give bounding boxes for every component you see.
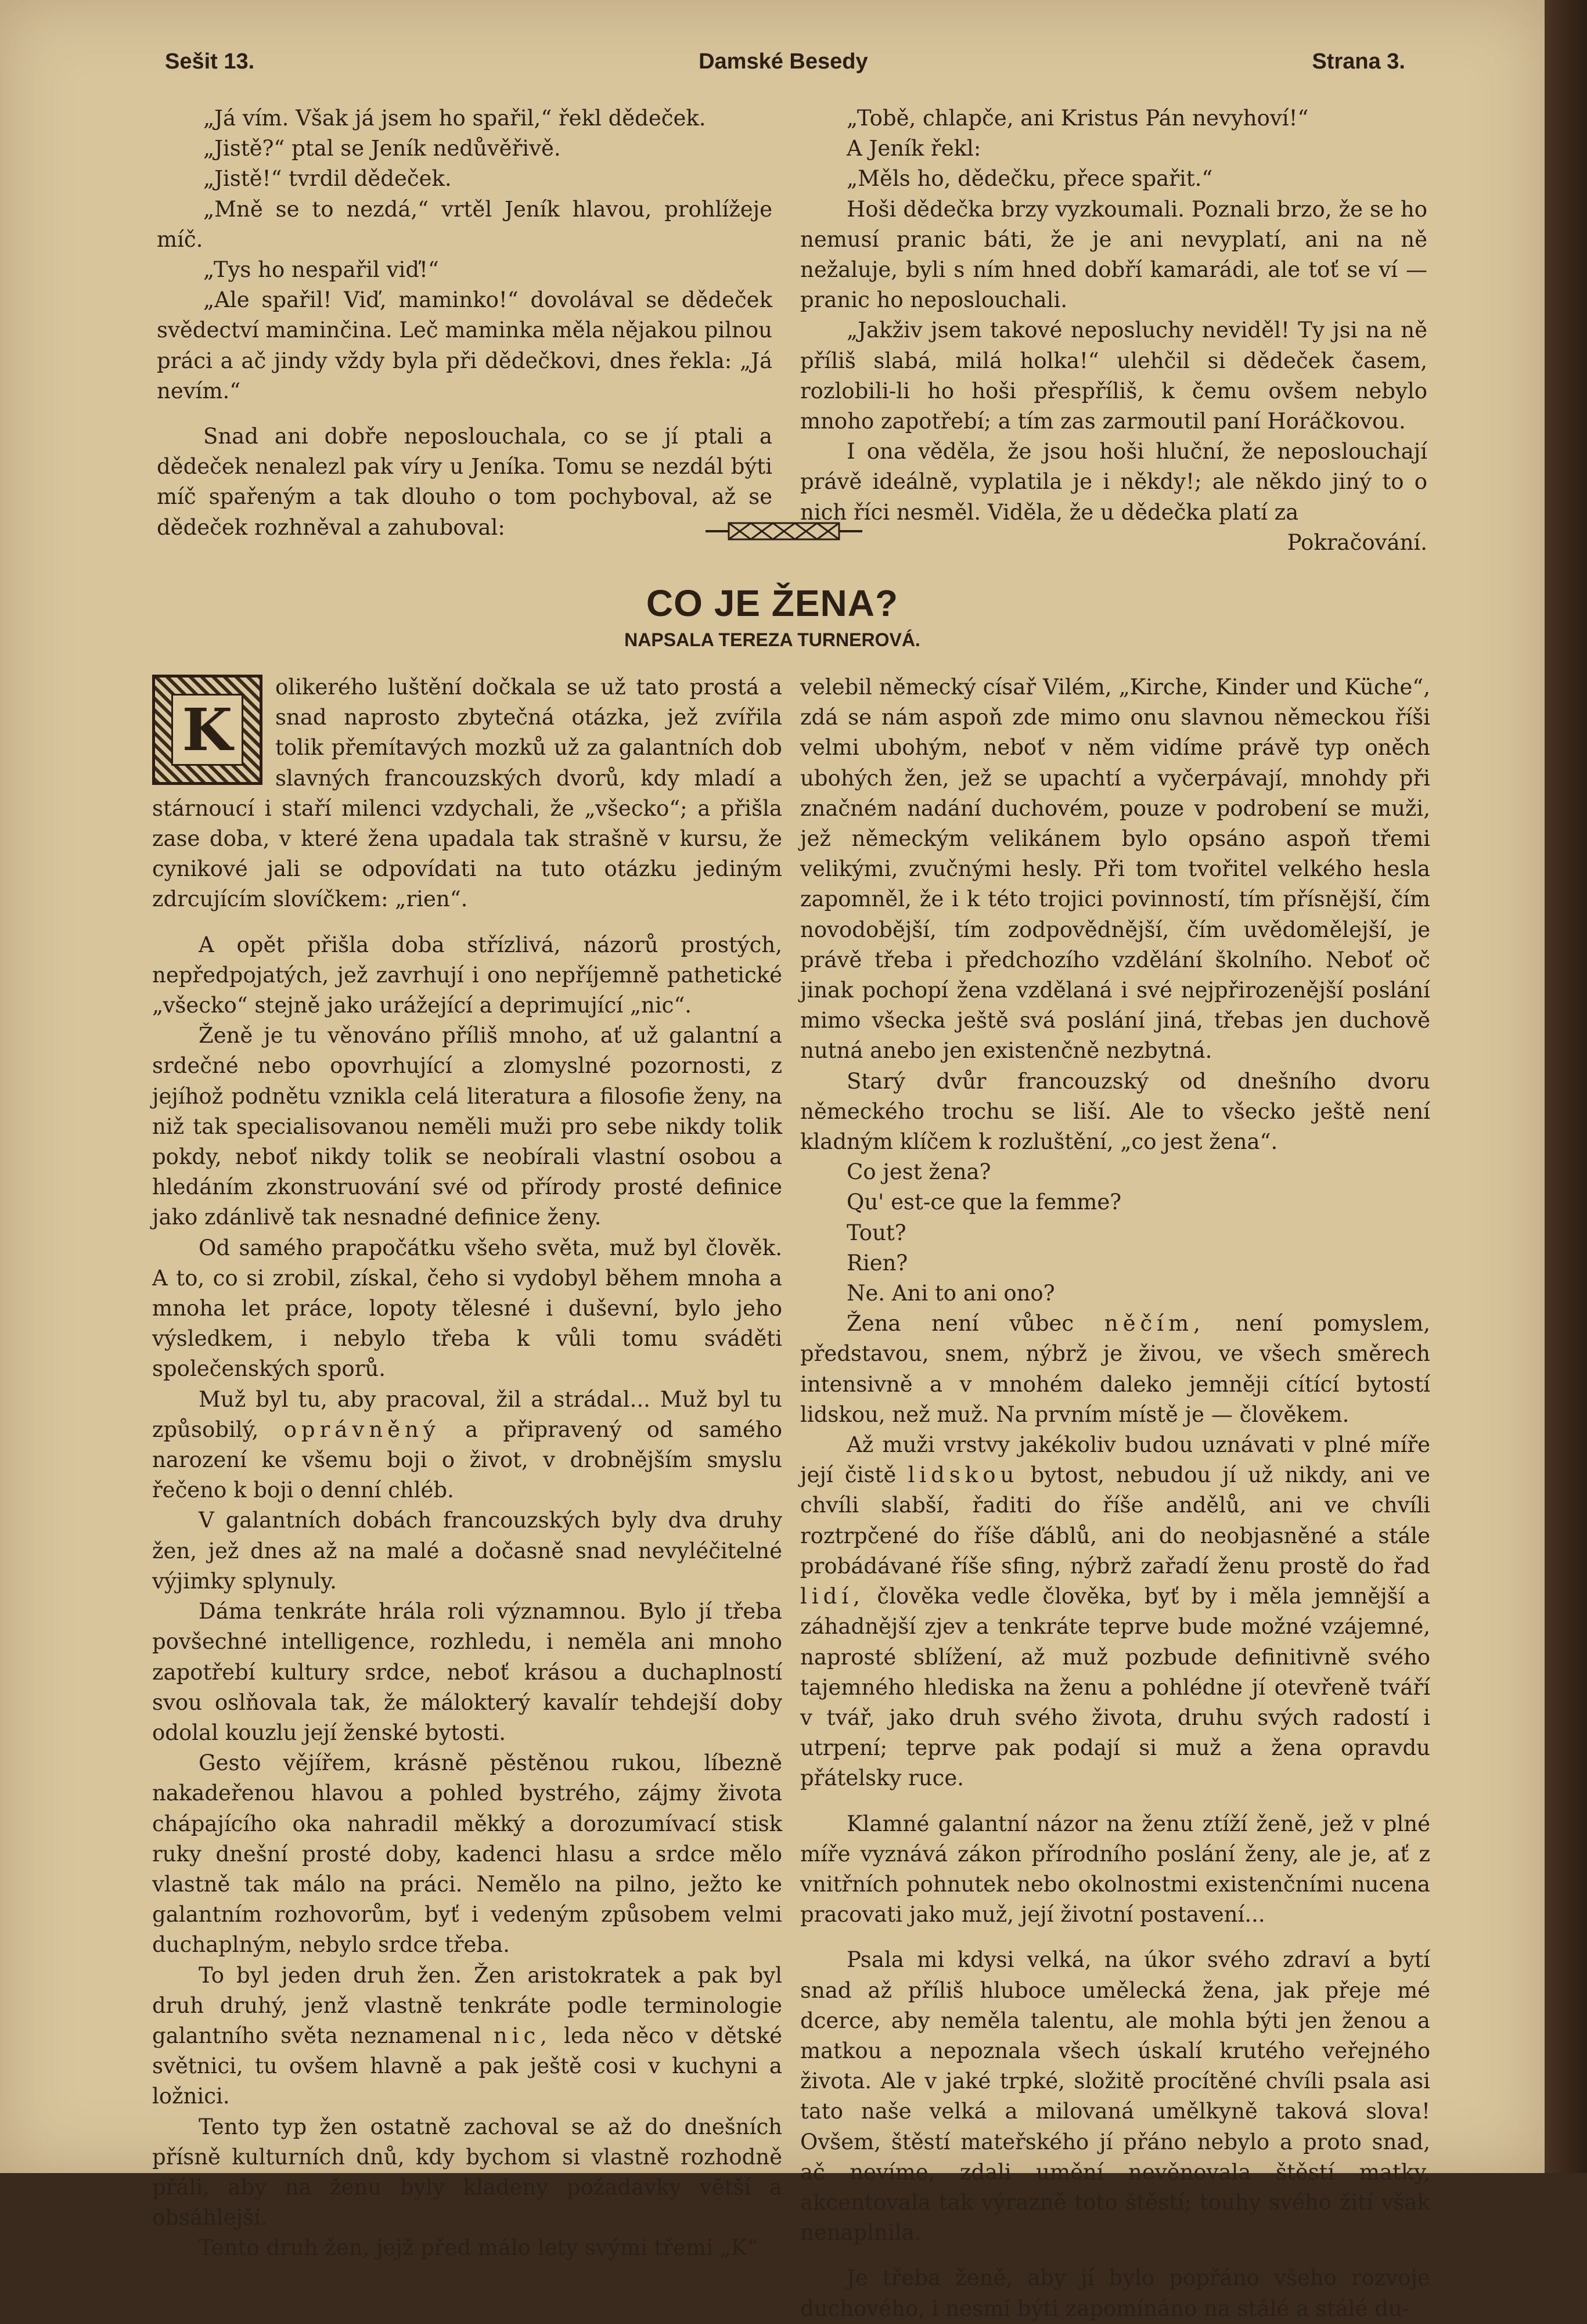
paragraph: Starý dvůr francouzský od dnešního dvoru německého trochu se liší. Ale to všecko ještě není kladným klíčem k rozluštění, „co jest žena“. bbox=[800, 1068, 1430, 1155]
article-right-column bbox=[800, 672, 1430, 2324]
magazine-title: Damské Besedy bbox=[699, 49, 868, 74]
text-run: To byl jeden druh žen. Žen aristokratek a pak byl druh druhý, jenž vlastně tenkráte podle terminologie galantního světa neznamenal bbox=[152, 1962, 782, 2048]
drop-cap-letter: K bbox=[171, 694, 243, 766]
spaced-emphasis: lidí, bbox=[800, 1584, 865, 1609]
section-divider-ornament bbox=[706, 520, 862, 543]
paragraph: „Jakživ jsem takové neposluchy neviděl! Ty jsi na ně příliš slabá, milá holka!“ ulehčil si dědeček časem, rozlobili-li ho hoši přespříliš, k čemu ovšem nebylo mnoho zapotřebí; a tím zas zarmoutil paní Horáčkovou. bbox=[800, 318, 1427, 434]
paragraph bbox=[800, 1430, 1430, 1793]
story-continuation-right-column bbox=[800, 103, 1427, 558]
question-line: Rien? bbox=[847, 1250, 908, 1276]
paragraph: Snad ani dobře neposlouchala, co se jí ptali a dědeček nenalezl pak víry u Jeníka. Tomu se nezdál býti míč spařeným a tak dlouho o tom pochyboval, až se dědeček rozhněval a zahuboval: bbox=[157, 424, 772, 540]
decorative-drop-cap bbox=[152, 675, 262, 785]
article-title: CO JE ŽENA? bbox=[646, 582, 899, 624]
paragraph: „Mně se to nezdá,“ vrtěl Jeník hlavou, prohlížeje míč. bbox=[157, 196, 772, 252]
paragraph: velebil německý císař Vilém, „Kirche, Kinder und Küche“, zdá se nám aspoň zde mimo onu slavnou německou říši velmi ubohým, neboť v něm vidíme právě typ oněch ubohých žen, jež se upachtí a vyčerpávají, mnohdy při značném nadání duchovém, pouze v podrobení se muži, jež německým velikánem bylo opsáno aspoň třemi velikými, zvučnými hesly. Při tom tvořitel velkého hesla zapomněl, že i k této trojici povinností, tím přísnější, čím novodobější, tím zodpovědnější, čím uvědomělejší, je právě třeba i předchozího vzdělání školního. Neboť oč jinak pochopí žena vzdělaná i své nejpřirozenější poslání mimo všecka ještě svá poslání jiná, třebas jen duchově nutná anebo jen existenčně nezbytná. bbox=[800, 675, 1430, 1064]
text-run: a připravený od samého narození ke všemu boji o život, v drobnějším smyslu řečeno k boji o denní chléb. bbox=[152, 1417, 783, 1503]
paragraph: „Ale spařil! Viď, maminko!“ dovolával se dědeček svědectví maminčina. Leč maminka měla nějakou pilnou práci a ač jindy vždy byla při dědečkovi, dnes řekla: „Já nevím.“ bbox=[157, 287, 772, 403]
paragraph: V galantních dobách francouzských byly dva druhy žen, jež dnes až na malé a dočasně snad nevyléčitelné výjimky splynuly. bbox=[152, 1508, 782, 1594]
paragraph: Hoši dědečka brzy vyzkoumali. Poznali brzo, že se ho nemusí pranic báti, že je ani nevyplatí, ani na ně nežaluje, byli s ním hned dobří kamarádi, ale toť se ví — pranic ho neposlouchali. bbox=[800, 196, 1427, 313]
article-left-column bbox=[152, 672, 782, 2264]
page-number: Strana 3. bbox=[1312, 49, 1405, 74]
paragraph: „Tys ho nespařil viď!“ bbox=[203, 257, 439, 283]
paragraph-text: olikerého luštění dočkala se už tato prostá a snad naprosto zbytečná otázka, jež zvířila tolik přemítavých mozků už za galantních dob slavných francouzských dvorů, kdy mladí a stárnoucí i staří milenci vzdychali, že „všecko“; a přišla zase doba, v které žena upadala tak strašně v kursu, že cynikové jali se odpovídati na tuto otázku jediným zdrcujícím slovíčkem: „rien“. bbox=[152, 675, 782, 912]
paragraph: „Jistě!“ tvrdil dědeček. bbox=[203, 166, 452, 192]
article-byline: NAPSALA TEREZA TURNEROVÁ. bbox=[624, 629, 920, 650]
issue-number: Sešit 13. bbox=[165, 49, 255, 74]
question-line: Qu' est-ce que la femme? bbox=[847, 1190, 1122, 1215]
paragraph: „Měls ho, dědečku, přece spařit.“ bbox=[847, 166, 1213, 192]
to-be-continued-note: Pokračování. bbox=[1287, 529, 1427, 555]
paragraph: Psala mi kdysi velká, na úkor svého zdraví a bytí snad až příliš hluboce umělecká žena, jak přeje mé dcerce, aby neměla talentu, ale mohla býti jen ženou a matkou a nepoznala všech úskalí krutého veřejného života. Ale v jaké trpké, složitě procítěné chvíli psala asi tato naše velká a milovaná umělkyně taková slova! Ovšem, štěstí mateřského jí přáno nebylo a proto snad, ač nevíme, zdali umění nevěnovala štěstí matky, akcentovala tak výrazně toto štěstí; touhy svého žití však nenaplnila. bbox=[800, 1947, 1430, 2246]
paragraph: A opět přišla doba střízlivá, názorů prostých, nepředpojatých, jež zavrhují i ono nepříjemně pathetické „všecko“ stejně jako urážející a deprimující „nic“. bbox=[152, 932, 782, 1018]
paragraph: I ona věděla, že jsou hoši hluční, že neposlouchají právě ideálně, vyplatila je i někdy!; ale někdo jiný to o nich říci nesměl. Viděla, že u dědečka platí za bbox=[800, 439, 1427, 525]
text-run: bytost, nebudou jí už nikdy, ani ve chvíli slabší, řaditi do říše andělů, ani ve chvíli roztrpčené do říše ďáblů, ani do neobjasněné a stále probádávané říše sfing, nýbrž zařadí ženu prostě do řad bbox=[800, 1462, 1430, 1579]
text-run: Žena není vůbec bbox=[847, 1311, 1074, 1336]
paragraph: Klamné galantní názor na ženu ztíží ženě, jež v plné míře vyznává zákon přírodního poslání ženy, ale je, ať z vnitřních pohnutek nebo okolnostmi existenčními nucena pracovati jako muž, její životní postavení... bbox=[800, 1811, 1430, 1927]
text-run: Muž byl tu, aby pracoval, žil a strádal... Muž byl tu způsobilý, bbox=[152, 1386, 782, 1442]
paragraph: „Jistě?“ ptal se Jeník nedůvěřivě. bbox=[203, 136, 561, 161]
paragraph: Od samého prapočátku všeho světa, muž byl člověk. A to, co si zrobil, získal, čeho si vydobyl během mnoha a mnoha let práce, lopoty tělesné i duševní, bylo jeho výsledkem, i nebylo třeba k vůli tomu sváděti společenských sporů. bbox=[152, 1235, 782, 1382]
paragraph: „Já vím. Však já jsem ho spařil,“ řekl dědeček. bbox=[203, 106, 706, 131]
paragraph: Tento druh žen, jejž před málo lety svými třemi „K“ bbox=[199, 2235, 758, 2261]
paragraph: „Tobě, chlapče, ani Kristus Pán nevyhoví!“ bbox=[847, 106, 1309, 131]
spaced-emphasis: oprávněný bbox=[283, 1417, 440, 1442]
paragraph: Dáma tenkráte hrála roli významnou. Bylo jí třeba povšechné intelligence, rozhledu, i neměla ani mnoho zapotřebí kultury srdce, neboť krásou a duchaplností svou oslňovala tak, že málokterý kavalír tehdejší doby odolal kouzlu její ženské bytosti. bbox=[152, 1599, 782, 1745]
text-run: leda něco v dětské světnici, tu ovšem hlavně a pak ještě cosi v kuchyni a ložnici. bbox=[152, 2023, 783, 2109]
page-header bbox=[165, 45, 1405, 78]
spaced-emphasis: něčím, bbox=[1104, 1311, 1205, 1336]
paragraph: Tento typ žen ostatně zachoval se až do dnešních přísně kulturních dnů, kdy bychom si vlastně rozhodně přáli, aby na ženu byly kladeny požadavky větší a obsáhlejší. bbox=[152, 2114, 782, 2231]
question-line: Ne. Ani to ani ono? bbox=[847, 1281, 1055, 1306]
opening-paragraph bbox=[152, 672, 782, 915]
paragraph: Gesto vějířem, krásně pěstěnou rukou, líbezně nakadeřenou hlavou a pohled bystrého, zájmy života chápajícího oka nahradil měkký a dorozumívací stisk ruky dnešní prosté doby, kadenci hlasu a srdce mělo vlastně tak málo na práci. Nemělo na pilno, ježto ke galantním rozhovorům, byť i vedeným způsobem velmi duchaplným, nebylo srdce třeba. bbox=[152, 1750, 782, 1958]
paragraph bbox=[152, 1961, 782, 2112]
spaced-emphasis: lidskou bbox=[908, 1462, 1019, 1488]
paragraph bbox=[152, 1385, 782, 1506]
question-line: Co jest žena? bbox=[847, 1159, 991, 1185]
text-run: člověka vedle člověka, byť by i měla jemnější a záhadnější zjev a tenkráte teprve bude možné vzájemné, naprosté sblížení, až muž pozbude definitivně svého tajemného hlediska na ženu a pohlédne jí otevřeně tváří v tvář, jako druh svého života, druhu svých radostí i utrpení; teprve pak podají si muž a žena opravdu přátelsky ruce. bbox=[800, 1584, 1430, 1791]
paragraph: A Jeník řekl: bbox=[847, 136, 981, 161]
text-run: Až muži vrstvy jakékoliv budou uznávati v plné míře její čistě bbox=[800, 1432, 1430, 1488]
spaced-emphasis: nic, bbox=[493, 2023, 552, 2048]
paragraph: Je třeba ženě, aby jí bylo popřáno všeho rozvoje duchového, i nesmí býti zapomínáno na stálé a stálé du- bbox=[800, 2265, 1430, 2321]
text-run: není pomyslem, představou, snem, nýbrž je živou, ve všech směrech intensivně a v mnohém daleko jemněji cítící bytostí lidskou, než muž. Na prvním místě je — člověkem. bbox=[800, 1311, 1430, 1427]
story-continuation-left-column bbox=[157, 103, 772, 543]
paragraph: Ženě je tu věnováno příliš mnoho, ať už galantní a srdečné nebo opovrhující a zlomyslné pozornosti, z jejíhož podnětu vznikla celá literatura a filosofie ženy, na niž tak specialisovanou neměli muži pro sebe nikdy tolik pokdy, neboť nikdy tolik se neobírali vlastní osobou a hledáním zkonstruování své od přírody prosté definice jako zdánlivě tak nesnadné definice ženy. bbox=[152, 1023, 782, 1230]
binding-edge bbox=[1545, 0, 1587, 2173]
paragraph bbox=[800, 1309, 1430, 1430]
question-line: Tout? bbox=[847, 1220, 906, 1245]
